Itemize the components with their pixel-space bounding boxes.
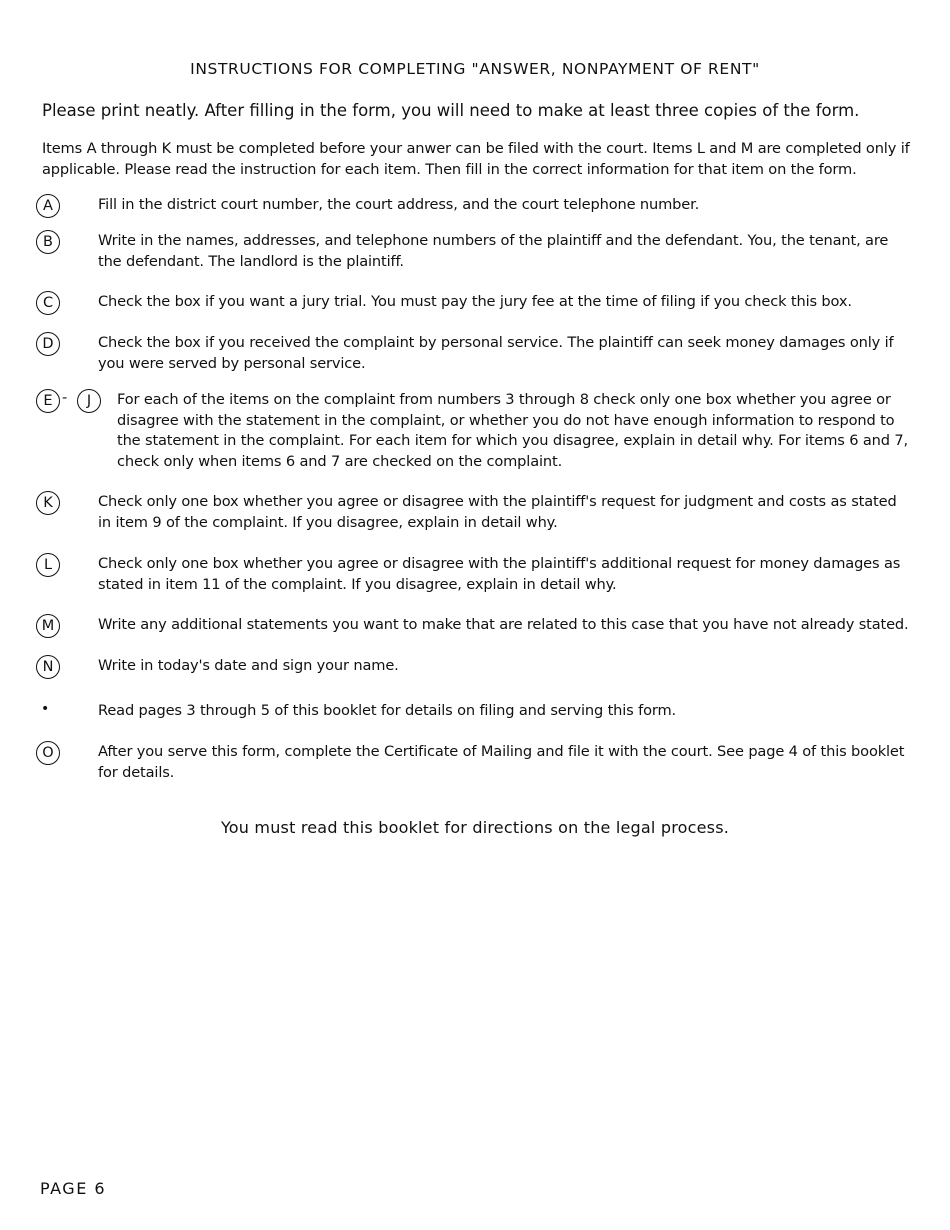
item-marker-k: K	[36, 491, 60, 515]
bullet-marker: •	[41, 701, 50, 717]
item-text-o: After you serve this form, complete the Certificate of Mailing and file it with the court. See page 4 of this booklet for details.	[98, 743, 905, 781]
intro-print-neatly: Please print neatly. After filling in the form, you will need to make at least three copies of the form.	[42, 101, 860, 120]
item-marker-e: E	[36, 389, 60, 413]
item-marker-m: M	[36, 614, 60, 638]
item-text-l: Check only one box whether you agree or disagree with the plaintiff's additional request for money damages as stated in item 11 of the complaint. If you disagree, explain in detail why.	[98, 555, 901, 593]
item-marker-j: J	[77, 389, 101, 413]
item-marker-l: L	[36, 553, 60, 577]
item-text-a: Fill in the district court number, the court address, and the court telephone number.	[98, 196, 700, 213]
item-text-k: Check only one box whether you agree or disagree with the plaintiff's request for judgment and costs as stated in item 9 of the complaint. If you disagree, explain in detail why.	[98, 493, 897, 531]
item-marker-a: A	[36, 194, 60, 218]
item-marker-c: C	[36, 291, 60, 315]
intro-required-items: Items A through K must be completed before your anwer can be filed with the court. Items L and M are completed only if applicable. Please read the instruction for each item. Then fill in the correct information for that item on the form.	[42, 140, 910, 178]
item-text-d: Check the box if you received the complaint by personal service. The plaintiff can seek money damages only if you were served by personal service.	[98, 334, 894, 372]
item-text-b: Write in the names, addresses, and telephone numbers of the plaintiff and the defendant. You, the tenant, are the defendant. The landlord is the plaintiff.	[98, 232, 889, 270]
item-marker-n: N	[36, 655, 60, 679]
page-number: PAGE 6	[40, 1179, 107, 1198]
item-marker-b: B	[36, 230, 60, 254]
footer-note: You must read this booklet for directions on the legal process.	[220, 818, 730, 837]
item-text-c: Check the box if you want a jury trial. You must pay the jury fee at the time of filing if you check this box.	[98, 293, 852, 310]
item-marker-o: O	[36, 741, 60, 765]
page-title: INSTRUCTIONS FOR COMPLETING "ANSWER, NONPAYMENT OF RENT"	[190, 60, 760, 78]
item-text-n: Write in today's date and sign your name.	[98, 657, 399, 674]
item-range-dash: -	[62, 390, 68, 406]
item-text-e-j: For each of the items on the complaint from numbers 3 through 8 check only one box whether you agree or disagree with the statement in the complaint, or whether you do not have enough information to respond to the statement in the complaint. For each item for which you disagree, explain in detail why. For items 6 and 7, check only when items 6 and 7 are checked on the complaint.	[117, 391, 908, 470]
item-marker-d: D	[36, 332, 60, 356]
item-text-m: Write any additional statements you want to make that are related to this case that you have not already stated.	[98, 616, 909, 633]
item-text-bullet: Read pages 3 through 5 of this booklet for details on filing and serving this form.	[98, 702, 677, 719]
